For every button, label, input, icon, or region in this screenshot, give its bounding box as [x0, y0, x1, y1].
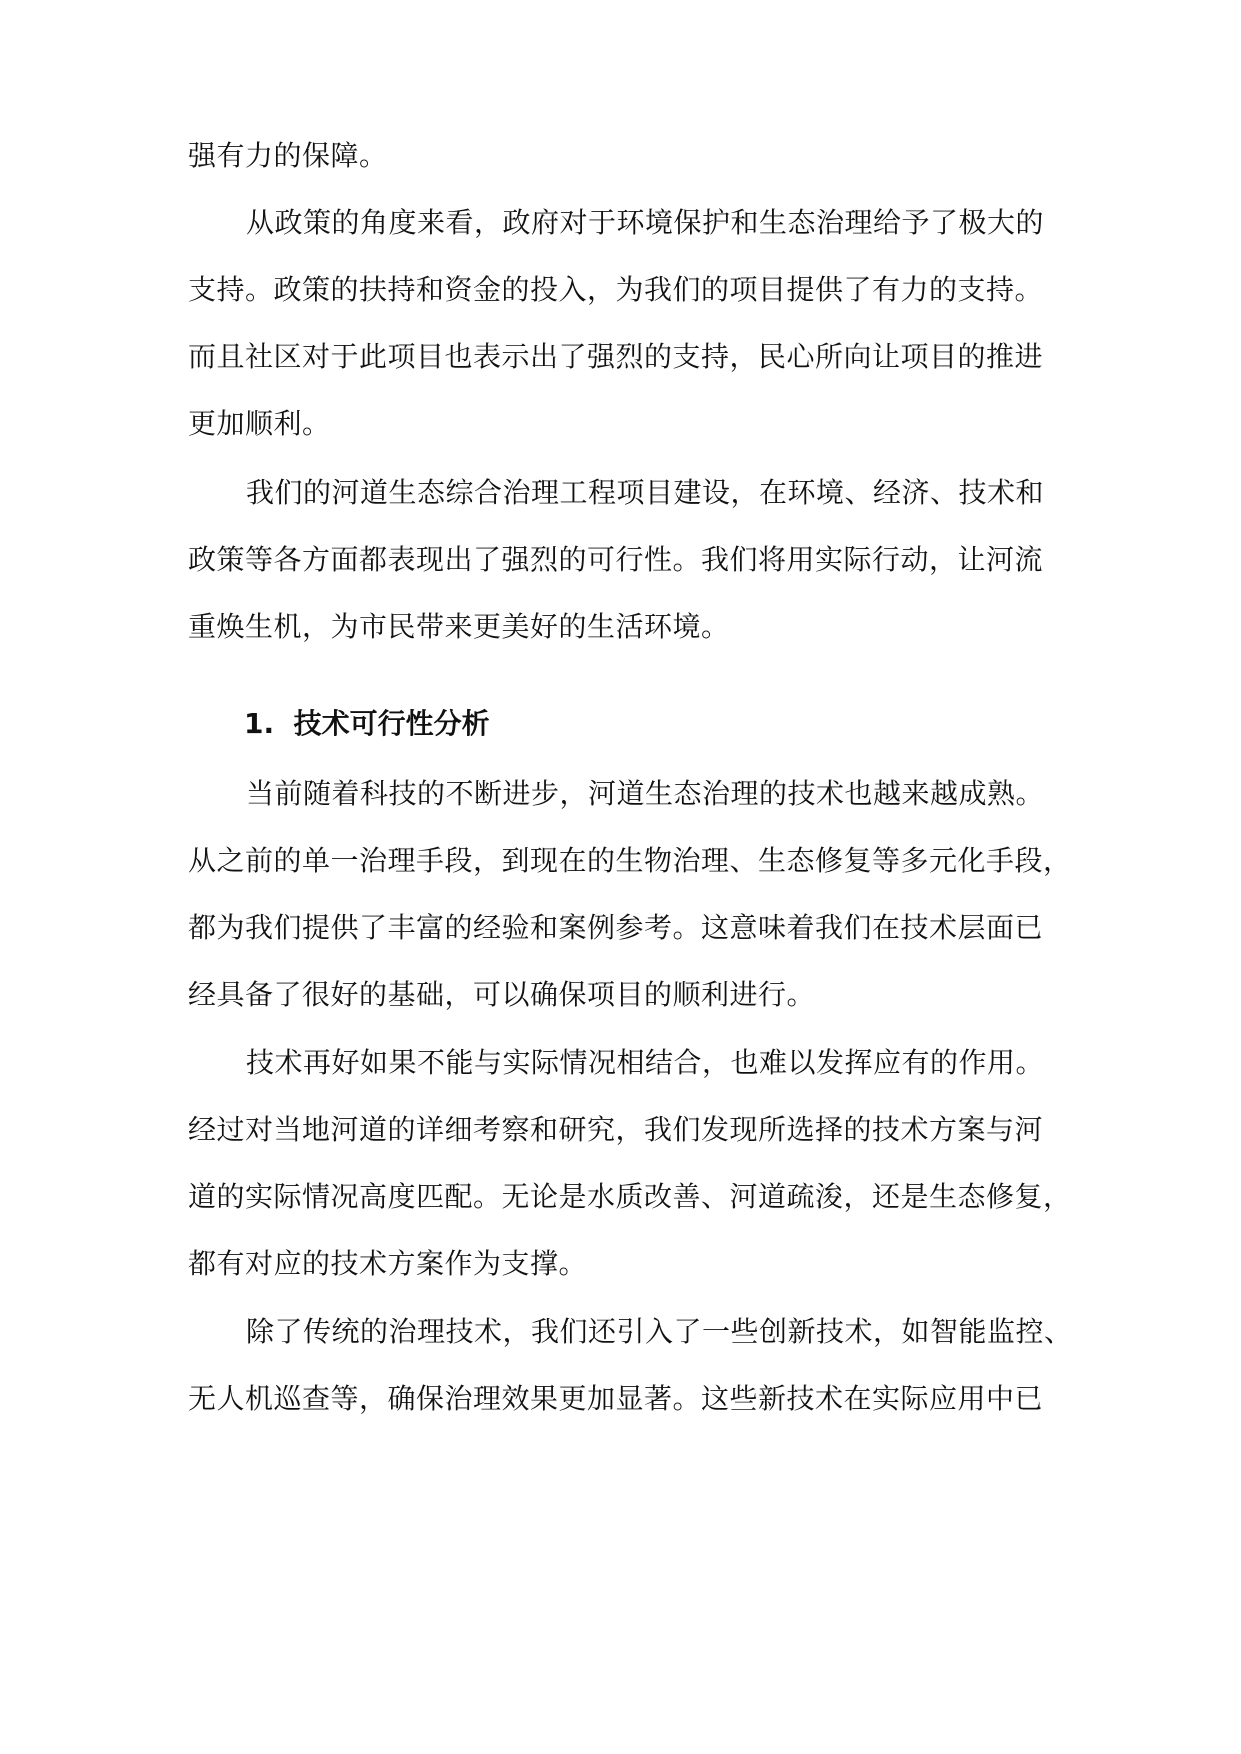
paragraph-line: 从政策的角度来看，政府对于环境保护和生态治理给予了极大的: [246, 206, 1045, 239]
paragraph-line: 除了传统的治理技术，我们还引入了一些创新技术，如智能监控、: [246, 1315, 1073, 1348]
paragraph-line: 当前随着科技的不断进步，河道生态治理的技术也越来越成熟。: [246, 777, 1045, 810]
paragraph-line: 都有对应的技术方案作为支撑。: [188, 1247, 588, 1280]
section-title: 技术可行性分析: [293, 707, 490, 740]
paragraph-line: 经过对当地河道的详细考察和研究，我们发现所选择的技术方案与河: [188, 1113, 1044, 1146]
paragraph-line: 更加顺利。: [188, 407, 331, 440]
paragraph-line: 从之前的单一治理手段，到现在的生物治理、生态修复等多元化手段，: [188, 844, 1072, 877]
paragraph-line: 支持。政策的扶持和资金的投入，为我们的项目提供了有力的支持。: [188, 273, 1044, 306]
section-heading: [244, 704, 490, 744]
paragraph-line: 而且社区对于此项目也表示出了强烈的支持，民心所向让项目的推进: [188, 340, 1044, 373]
paragraph-summary: [188, 459, 1054, 660]
paragraph-line: 技术再好如果不能与实际情况相结合，也难以发挥应有的作用。: [246, 1046, 1045, 1079]
paragraph-continuation: [188, 122, 1054, 189]
section-number: 1.: [244, 707, 275, 740]
paragraph-line: 经具备了很好的基础，可以确保项目的顺利进行。: [188, 978, 816, 1011]
paragraph-innovation: [188, 1298, 1073, 1432]
paragraph-policy: [188, 189, 1054, 457]
paragraph-line: 道的实际情况高度匹配。无论是水质改善、河道疏浚，还是生态修复，: [188, 1180, 1072, 1213]
paragraph-line: 政策等各方面都表现出了强烈的可行性。我们将用实际行动，让河流: [188, 543, 1044, 576]
paragraph-line: 都为我们提供了丰富的经验和案例参考。这意味着我们在技术层面已: [188, 911, 1044, 944]
paragraph-line: 无人机巡查等，确保治理效果更加显著。这些新技术在实际应用中已: [188, 1382, 1044, 1415]
paragraph-line: 强有力的保障。: [188, 139, 388, 172]
paragraph-line: 重焕生机，为市民带来更美好的生活环境。: [188, 610, 730, 643]
paragraph-technology-fit: [188, 1029, 1072, 1297]
paragraph-line: 我们的河道生态综合治理工程项目建设，在环境、经济、技术和: [246, 476, 1045, 509]
paragraph-technology-maturity: [188, 760, 1072, 1028]
